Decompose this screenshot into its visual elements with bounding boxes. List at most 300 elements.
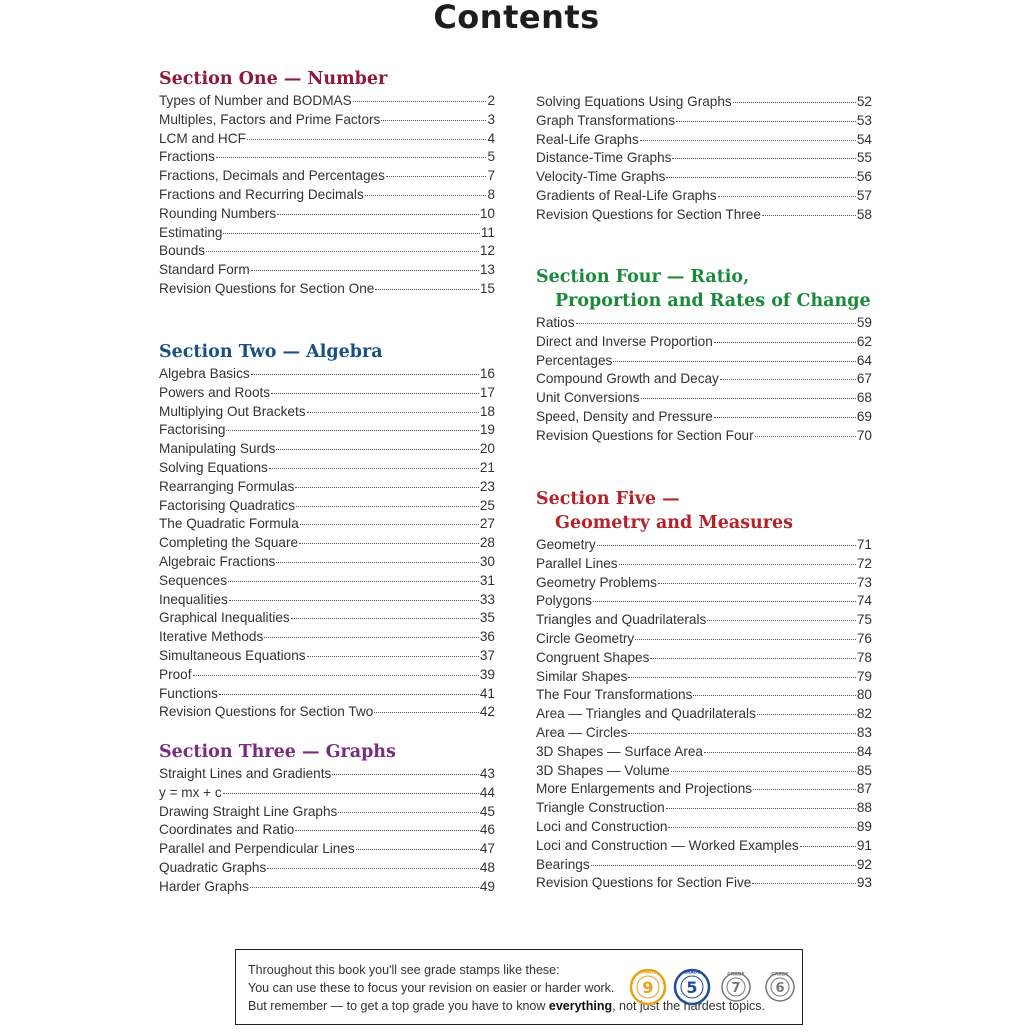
toc-entry-page-number: 70 xyxy=(856,427,872,443)
toc-entry-title: Coordinates and Ratio xyxy=(159,822,295,838)
toc-entry xyxy=(159,860,495,879)
toc-entry-title: Similar Shapes xyxy=(536,668,628,684)
grade-stamp-number: 9 xyxy=(642,978,654,997)
toc-entry xyxy=(159,281,495,300)
toc-entry xyxy=(536,744,872,763)
grade-stamp-label: GRADE xyxy=(771,972,789,978)
toc-entry xyxy=(536,857,872,876)
section-five xyxy=(536,487,872,894)
toc-entry-title: Triangles and Quadrilaterals xyxy=(536,612,707,628)
toc-entry-page-number: 10 xyxy=(479,205,495,221)
toc-entry-title: Real-Life Graphs xyxy=(536,131,639,147)
dot-leader xyxy=(733,102,856,103)
dot-leader xyxy=(666,808,856,809)
toc-entry-title: Standard Form xyxy=(159,262,250,278)
dot-leader xyxy=(668,827,855,828)
toc-entry xyxy=(159,187,495,206)
dot-leader xyxy=(613,361,856,362)
toc-entry xyxy=(159,206,495,225)
toc-entry-title: Fractions and Recurring Decimals xyxy=(159,186,364,202)
toc-entry-title: Geometry Problems xyxy=(536,574,657,590)
dot-leader xyxy=(641,398,856,399)
dot-leader xyxy=(628,677,855,678)
section-two-heading: Section Two — Algebra xyxy=(159,342,383,362)
dot-leader xyxy=(307,656,479,657)
dot-leader xyxy=(628,733,855,734)
toc-entry-title: Fractions, Decimals and Percentages xyxy=(159,168,385,184)
dot-leader xyxy=(752,883,856,884)
toc-entry-page-number: 4 xyxy=(487,130,495,146)
toc-entry-page-number: 82 xyxy=(856,706,872,722)
toc-entry-title: Algebra Basics xyxy=(159,366,250,381)
toc-entry-page-number: 54 xyxy=(856,131,872,147)
dot-leader xyxy=(295,487,479,488)
toc-entry-title: Unit Conversions xyxy=(536,390,640,406)
toc-entry-page-number: 76 xyxy=(856,630,872,646)
toc-entry-title: Parallel and Perpendicular Lines xyxy=(159,841,355,857)
toc-entry-page-number: 8 xyxy=(487,186,495,202)
toc-entry xyxy=(159,573,495,592)
toc-entry-page-number: 49 xyxy=(479,878,495,894)
section-two-entries xyxy=(159,366,495,723)
toc-entry-page-number: 31 xyxy=(479,572,495,588)
toc-entry xyxy=(159,479,495,498)
toc-entry-title: Compound Growth and Decay xyxy=(536,371,719,387)
toc-entry-title: Bearings xyxy=(536,856,590,872)
dot-leader xyxy=(353,101,487,102)
dot-leader xyxy=(356,849,479,850)
toc-entry-page-number: 46 xyxy=(479,822,495,838)
toc-entry xyxy=(159,686,495,705)
toc-entry-page-number: 27 xyxy=(479,516,495,532)
toc-entry-page-number: 78 xyxy=(856,649,872,665)
toc-entry-title: y = mx + c xyxy=(159,784,222,800)
dot-leader xyxy=(338,812,479,813)
note-line-1: Throughout this book you'll see grade stamps like these: xyxy=(248,963,560,977)
toc-entry xyxy=(159,131,495,150)
toc-entry xyxy=(536,537,872,556)
dot-leader xyxy=(229,600,479,601)
section-five-heading-line1: Section Five — xyxy=(536,489,680,509)
toc-entry-page-number: 87 xyxy=(856,781,872,797)
toc-entry-title: Area — Circles xyxy=(536,724,628,740)
grade-stamps xyxy=(628,957,798,1017)
toc-entry-title: Drawing Straight Line Graphs xyxy=(159,803,338,819)
dot-leader xyxy=(386,176,487,177)
toc-entry xyxy=(159,422,495,441)
toc-entry xyxy=(536,390,872,409)
toc-entry-title: The Four Transformations xyxy=(536,687,693,703)
toc-entry-title: 3D Shapes — Surface Area xyxy=(536,743,703,759)
dot-leader xyxy=(720,379,856,380)
dot-leader xyxy=(307,412,479,413)
toc-entry-page-number: 41 xyxy=(479,685,495,701)
note-line-3-end: , not just the hardest topics. xyxy=(612,999,765,1013)
section-four xyxy=(536,265,872,447)
toc-entry-page-number: 93 xyxy=(856,875,872,891)
grade-stamp-number: 7 xyxy=(731,981,741,996)
toc-entry-page-number: 52 xyxy=(856,94,872,109)
toc-entry-title: Velocity-Time Graphs xyxy=(536,169,666,185)
toc-entry xyxy=(536,132,872,151)
toc-entry xyxy=(536,687,872,706)
toc-entry-page-number: 73 xyxy=(856,574,872,590)
toc-entry xyxy=(536,150,872,169)
toc-entry-title: Manipulating Surds xyxy=(159,441,276,457)
toc-entry-page-number: 33 xyxy=(479,591,495,607)
dot-leader xyxy=(714,417,856,418)
toc-entry-page-number: 75 xyxy=(856,612,872,628)
toc-entry-page-number: 67 xyxy=(856,371,872,387)
section-four-heading-line1: Section Four — Ratio, xyxy=(536,267,750,287)
toc-entry-title: Loci and Construction xyxy=(536,818,668,834)
dot-leader xyxy=(375,289,479,290)
toc-entry xyxy=(159,168,495,187)
toc-entry xyxy=(159,366,495,385)
dot-leader xyxy=(223,793,479,794)
toc-entry xyxy=(159,879,495,898)
dot-leader xyxy=(206,251,479,252)
toc-entry xyxy=(159,441,495,460)
dot-leader xyxy=(762,215,856,216)
toc-entry xyxy=(159,262,495,281)
toc-entry-title: Multiples, Factors and Prime Factors xyxy=(159,111,381,127)
toc-entry-page-number: 80 xyxy=(856,687,872,703)
toc-entry-title: Types of Number and BODMAS xyxy=(159,93,352,108)
section-three xyxy=(159,740,495,898)
toc-entry-page-number: 92 xyxy=(856,856,872,872)
toc-entry xyxy=(536,593,872,612)
grade-stamp-icon xyxy=(716,967,756,1007)
toc-entry-title: Bounds xyxy=(159,243,206,259)
toc-entry-title: Graphical Inequalities xyxy=(159,610,290,626)
dot-leader xyxy=(576,323,856,324)
toc-entry xyxy=(536,650,872,669)
toc-entry-title: Rearranging Formulas xyxy=(159,478,295,494)
dot-leader xyxy=(757,714,856,715)
toc-entry-title: LCM and HCF xyxy=(159,130,246,146)
dot-leader xyxy=(223,233,479,234)
toc-entry-title: Functions xyxy=(159,685,218,701)
dot-leader xyxy=(597,545,856,546)
section-one-heading: Section One — Number xyxy=(159,69,388,89)
toc-entry-title: Proof xyxy=(159,666,192,682)
toc-entry xyxy=(159,610,495,629)
toc-entry-title: Revision Questions for Section Five xyxy=(536,875,752,891)
toc-entry-page-number: 91 xyxy=(856,837,872,853)
toc-entry-title: More Enlargements and Projections xyxy=(536,781,753,797)
toc-entry-title: Gradients of Real-Life Graphs xyxy=(536,187,717,203)
dot-leader xyxy=(666,177,855,178)
dot-leader xyxy=(300,524,479,525)
toc-entry xyxy=(159,535,495,554)
toc-entry-page-number: 3 xyxy=(487,111,495,127)
toc-entry-title: Area — Triangles and Quadrilaterals xyxy=(536,706,756,722)
toc-entry xyxy=(536,575,872,594)
toc-entry xyxy=(159,648,495,667)
dot-leader xyxy=(299,543,479,544)
dot-leader xyxy=(264,637,479,638)
dot-leader xyxy=(219,694,479,695)
toc-entry-title: Graph Transformations xyxy=(536,112,676,128)
toc-entry xyxy=(159,112,495,131)
toc-entry-title: Estimating xyxy=(159,224,223,240)
toc-entry-title: Polygons xyxy=(536,593,592,609)
toc-entry-page-number: 59 xyxy=(856,315,872,330)
toc-entry xyxy=(536,669,872,688)
toc-entry xyxy=(536,800,872,819)
dot-leader xyxy=(228,581,479,582)
toc-entry xyxy=(536,94,872,113)
toc-entry xyxy=(159,785,495,804)
dot-leader xyxy=(193,675,479,676)
toc-entry xyxy=(159,93,495,112)
toc-entry xyxy=(536,207,872,226)
dot-leader xyxy=(381,120,486,121)
toc-entry-title: Inequalities xyxy=(159,591,228,607)
dot-leader xyxy=(295,830,479,831)
dot-leader xyxy=(755,436,856,437)
toc-entry-title: Direct and Inverse Proportion xyxy=(536,333,713,349)
dot-leader xyxy=(714,342,856,343)
toc-entry xyxy=(159,629,495,648)
toc-entry xyxy=(536,188,872,207)
toc-entry-title: Solving Equations Using Graphs xyxy=(536,94,732,109)
note-line-3-bold: everything xyxy=(548,999,613,1013)
dot-leader xyxy=(251,374,479,375)
toc-entry-title: Factorising Quadratics xyxy=(159,497,295,513)
toc-entry-title: Solving Equations xyxy=(159,459,268,475)
toc-entry-page-number: 43 xyxy=(479,766,495,781)
toc-entry-page-number: 89 xyxy=(856,818,872,834)
toc-entry-page-number: 37 xyxy=(479,647,495,663)
toc-entry-page-number: 5 xyxy=(487,149,495,165)
toc-entry-title: Quadratic Graphs xyxy=(159,859,267,875)
toc-entry xyxy=(159,592,495,611)
toc-entry-title: Parallel Lines xyxy=(536,555,618,571)
toc-entry-page-number: 28 xyxy=(479,535,495,551)
toc-entry xyxy=(536,631,872,650)
dot-leader xyxy=(332,774,479,775)
dot-leader xyxy=(291,618,479,619)
toc-entry-title: Speed, Density and Pressure xyxy=(536,408,713,424)
toc-entry xyxy=(536,334,872,353)
toc-entry-page-number: 84 xyxy=(856,743,872,759)
grade-stamp-icon xyxy=(628,967,668,1007)
dot-leader xyxy=(247,139,487,140)
dot-leader xyxy=(267,868,479,869)
dot-leader xyxy=(277,214,479,215)
toc-entry-title: Rounding Numbers xyxy=(159,205,277,221)
toc-entry-page-number: 20 xyxy=(479,441,495,457)
toc-entry-title: Straight Lines and Gradients xyxy=(159,766,332,781)
toc-entry xyxy=(536,315,872,334)
toc-entry-title: Loci and Construction — Worked Examples xyxy=(536,837,799,853)
dot-leader xyxy=(226,430,478,431)
grade-stamp-number: 5 xyxy=(686,978,698,997)
toc-entry xyxy=(536,725,872,744)
dot-leader xyxy=(718,196,856,197)
dot-leader xyxy=(271,393,479,394)
section-five-heading-line2: Geometry and Measures xyxy=(555,513,793,533)
grade-stamp-label: GRADE xyxy=(639,970,657,976)
toc-entry-page-number: 44 xyxy=(479,784,495,800)
toc-entry-page-number: 69 xyxy=(856,408,872,424)
toc-entry xyxy=(159,554,495,573)
grade-stamps-note xyxy=(235,949,803,1025)
dot-leader xyxy=(374,712,479,713)
grade-stamp-label: GRADE xyxy=(727,972,745,978)
toc-entry-page-number: 35 xyxy=(479,610,495,626)
toc-entry xyxy=(536,838,872,857)
toc-entry xyxy=(159,498,495,517)
toc-entry-title: Factorising xyxy=(159,422,226,438)
dot-leader xyxy=(276,562,479,563)
toc-entry-page-number: 79 xyxy=(856,668,872,684)
toc-entry-page-number: 21 xyxy=(479,459,495,475)
dot-leader xyxy=(251,270,479,271)
toc-entry-page-number: 12 xyxy=(479,243,495,259)
dot-leader xyxy=(704,752,856,753)
dot-leader xyxy=(650,658,856,659)
section-three-continued xyxy=(536,94,872,226)
toc-entry-title: Multiplying Out Brackets xyxy=(159,403,306,419)
toc-entry xyxy=(536,556,872,575)
toc-entry xyxy=(536,612,872,631)
toc-entry-title: Powers and Roots xyxy=(159,384,271,400)
note-line-2: You can use these to focus your revision on easier or harder work. xyxy=(248,981,615,995)
toc-entry-page-number: 58 xyxy=(856,206,872,222)
toc-entry-page-number: 7 xyxy=(487,168,495,184)
section-four-heading-line2: Proportion and Rates of Change xyxy=(555,291,871,311)
section-four-heading xyxy=(536,265,872,313)
toc-entry-title: The Quadratic Formula xyxy=(159,516,299,532)
toc-entry-page-number: 2 xyxy=(487,93,495,108)
toc-entry xyxy=(159,385,495,404)
dot-leader xyxy=(658,583,856,584)
toc-entry-page-number: 23 xyxy=(479,478,495,494)
toc-entry-title: Triangle Construction xyxy=(536,800,665,816)
toc-entry-page-number: 48 xyxy=(479,859,495,875)
dot-leader xyxy=(693,695,855,696)
toc-entry-title: Ratios xyxy=(536,315,575,330)
toc-entry xyxy=(159,404,495,423)
toc-entry xyxy=(536,113,872,132)
toc-entry-title: Completing the Square xyxy=(159,535,299,551)
toc-entry-page-number: 17 xyxy=(479,384,495,400)
toc-entry-title: Revision Questions for Section One xyxy=(159,280,375,296)
dot-leader xyxy=(672,158,855,159)
toc-entry xyxy=(159,804,495,823)
dot-leader xyxy=(640,140,856,141)
toc-entry-page-number: 11 xyxy=(480,224,495,240)
toc-entry-page-number: 68 xyxy=(856,390,872,406)
toc-entry-title: Revision Questions for Section Two xyxy=(159,704,374,720)
toc-entry-page-number: 25 xyxy=(479,497,495,513)
toc-entry-page-number: 64 xyxy=(856,352,872,368)
toc-entry-title: Algebraic Fractions xyxy=(159,553,276,569)
toc-entry-page-number: 16 xyxy=(479,366,495,381)
toc-entry-title: Revision Questions for Section Four xyxy=(536,427,754,443)
toc-entry-title: Distance-Time Graphs xyxy=(536,150,672,166)
toc-entry xyxy=(536,169,872,188)
toc-entry xyxy=(159,516,495,535)
toc-entry-page-number: 72 xyxy=(856,555,872,571)
toc-entry-page-number: 47 xyxy=(479,841,495,857)
toc-entry xyxy=(536,706,872,725)
toc-entry-page-number: 45 xyxy=(479,803,495,819)
dot-leader xyxy=(671,771,856,772)
toc-entry-page-number: 88 xyxy=(856,800,872,816)
grade-stamp-label: GRADE xyxy=(683,970,701,976)
section-two xyxy=(159,340,495,723)
section-three-continued-entries xyxy=(536,94,872,226)
toc-entry-page-number: 85 xyxy=(856,762,872,778)
toc-entry xyxy=(159,766,495,785)
toc-entry-page-number: 19 xyxy=(479,422,495,438)
dot-leader xyxy=(635,639,856,640)
dot-leader xyxy=(707,620,856,621)
toc-entry-page-number: 53 xyxy=(856,112,872,128)
dot-leader xyxy=(676,121,856,122)
toc-entry-title: 3D Shapes — Volume xyxy=(536,762,670,778)
toc-entry xyxy=(536,353,872,372)
toc-entry-title: Revision Questions for Section Three xyxy=(536,206,761,222)
section-three-heading: Section Three — Graphs xyxy=(159,742,396,762)
dot-leader xyxy=(269,468,479,469)
toc-entry-title: Fractions xyxy=(159,149,215,165)
toc-entry xyxy=(159,704,495,723)
dot-leader xyxy=(250,887,479,888)
dot-leader xyxy=(753,789,856,790)
dot-leader xyxy=(216,157,487,158)
toc-entry xyxy=(536,409,872,428)
toc-entry xyxy=(536,819,872,838)
grade-stamp-number: 6 xyxy=(775,981,785,996)
section-three-entries xyxy=(159,766,495,898)
toc-entry-page-number: 62 xyxy=(856,333,872,349)
toc-entry xyxy=(159,667,495,686)
section-five-heading xyxy=(536,487,872,535)
page-title: Contents xyxy=(433,0,600,36)
toc-entry xyxy=(536,781,872,800)
toc-entry-title: Percentages xyxy=(536,352,613,368)
toc-entry xyxy=(159,460,495,479)
toc-entry-title: Simultaneous Equations xyxy=(159,647,306,663)
toc-entry xyxy=(159,243,495,262)
dot-leader xyxy=(296,506,479,507)
dot-leader xyxy=(591,865,856,866)
toc-entry xyxy=(536,763,872,782)
toc-entry-page-number: 30 xyxy=(479,553,495,569)
toc-entry xyxy=(536,875,872,894)
toc-entry xyxy=(159,822,495,841)
toc-entry-page-number: 71 xyxy=(856,537,872,552)
toc-entry xyxy=(159,149,495,168)
toc-entry-title: Iterative Methods xyxy=(159,629,264,645)
toc-entry-title: Congruent Shapes xyxy=(536,649,650,665)
section-five-entries xyxy=(536,537,872,894)
toc-entry-page-number: 83 xyxy=(856,724,872,740)
grade-stamp-icon xyxy=(760,967,800,1007)
toc-entry-page-number: 42 xyxy=(479,704,495,720)
toc-entry-page-number: 18 xyxy=(479,403,495,419)
section-four-entries xyxy=(536,315,872,447)
dot-leader xyxy=(619,564,856,565)
toc-entry xyxy=(536,428,872,447)
toc-entry-page-number: 74 xyxy=(856,593,872,609)
dot-leader xyxy=(800,846,856,847)
